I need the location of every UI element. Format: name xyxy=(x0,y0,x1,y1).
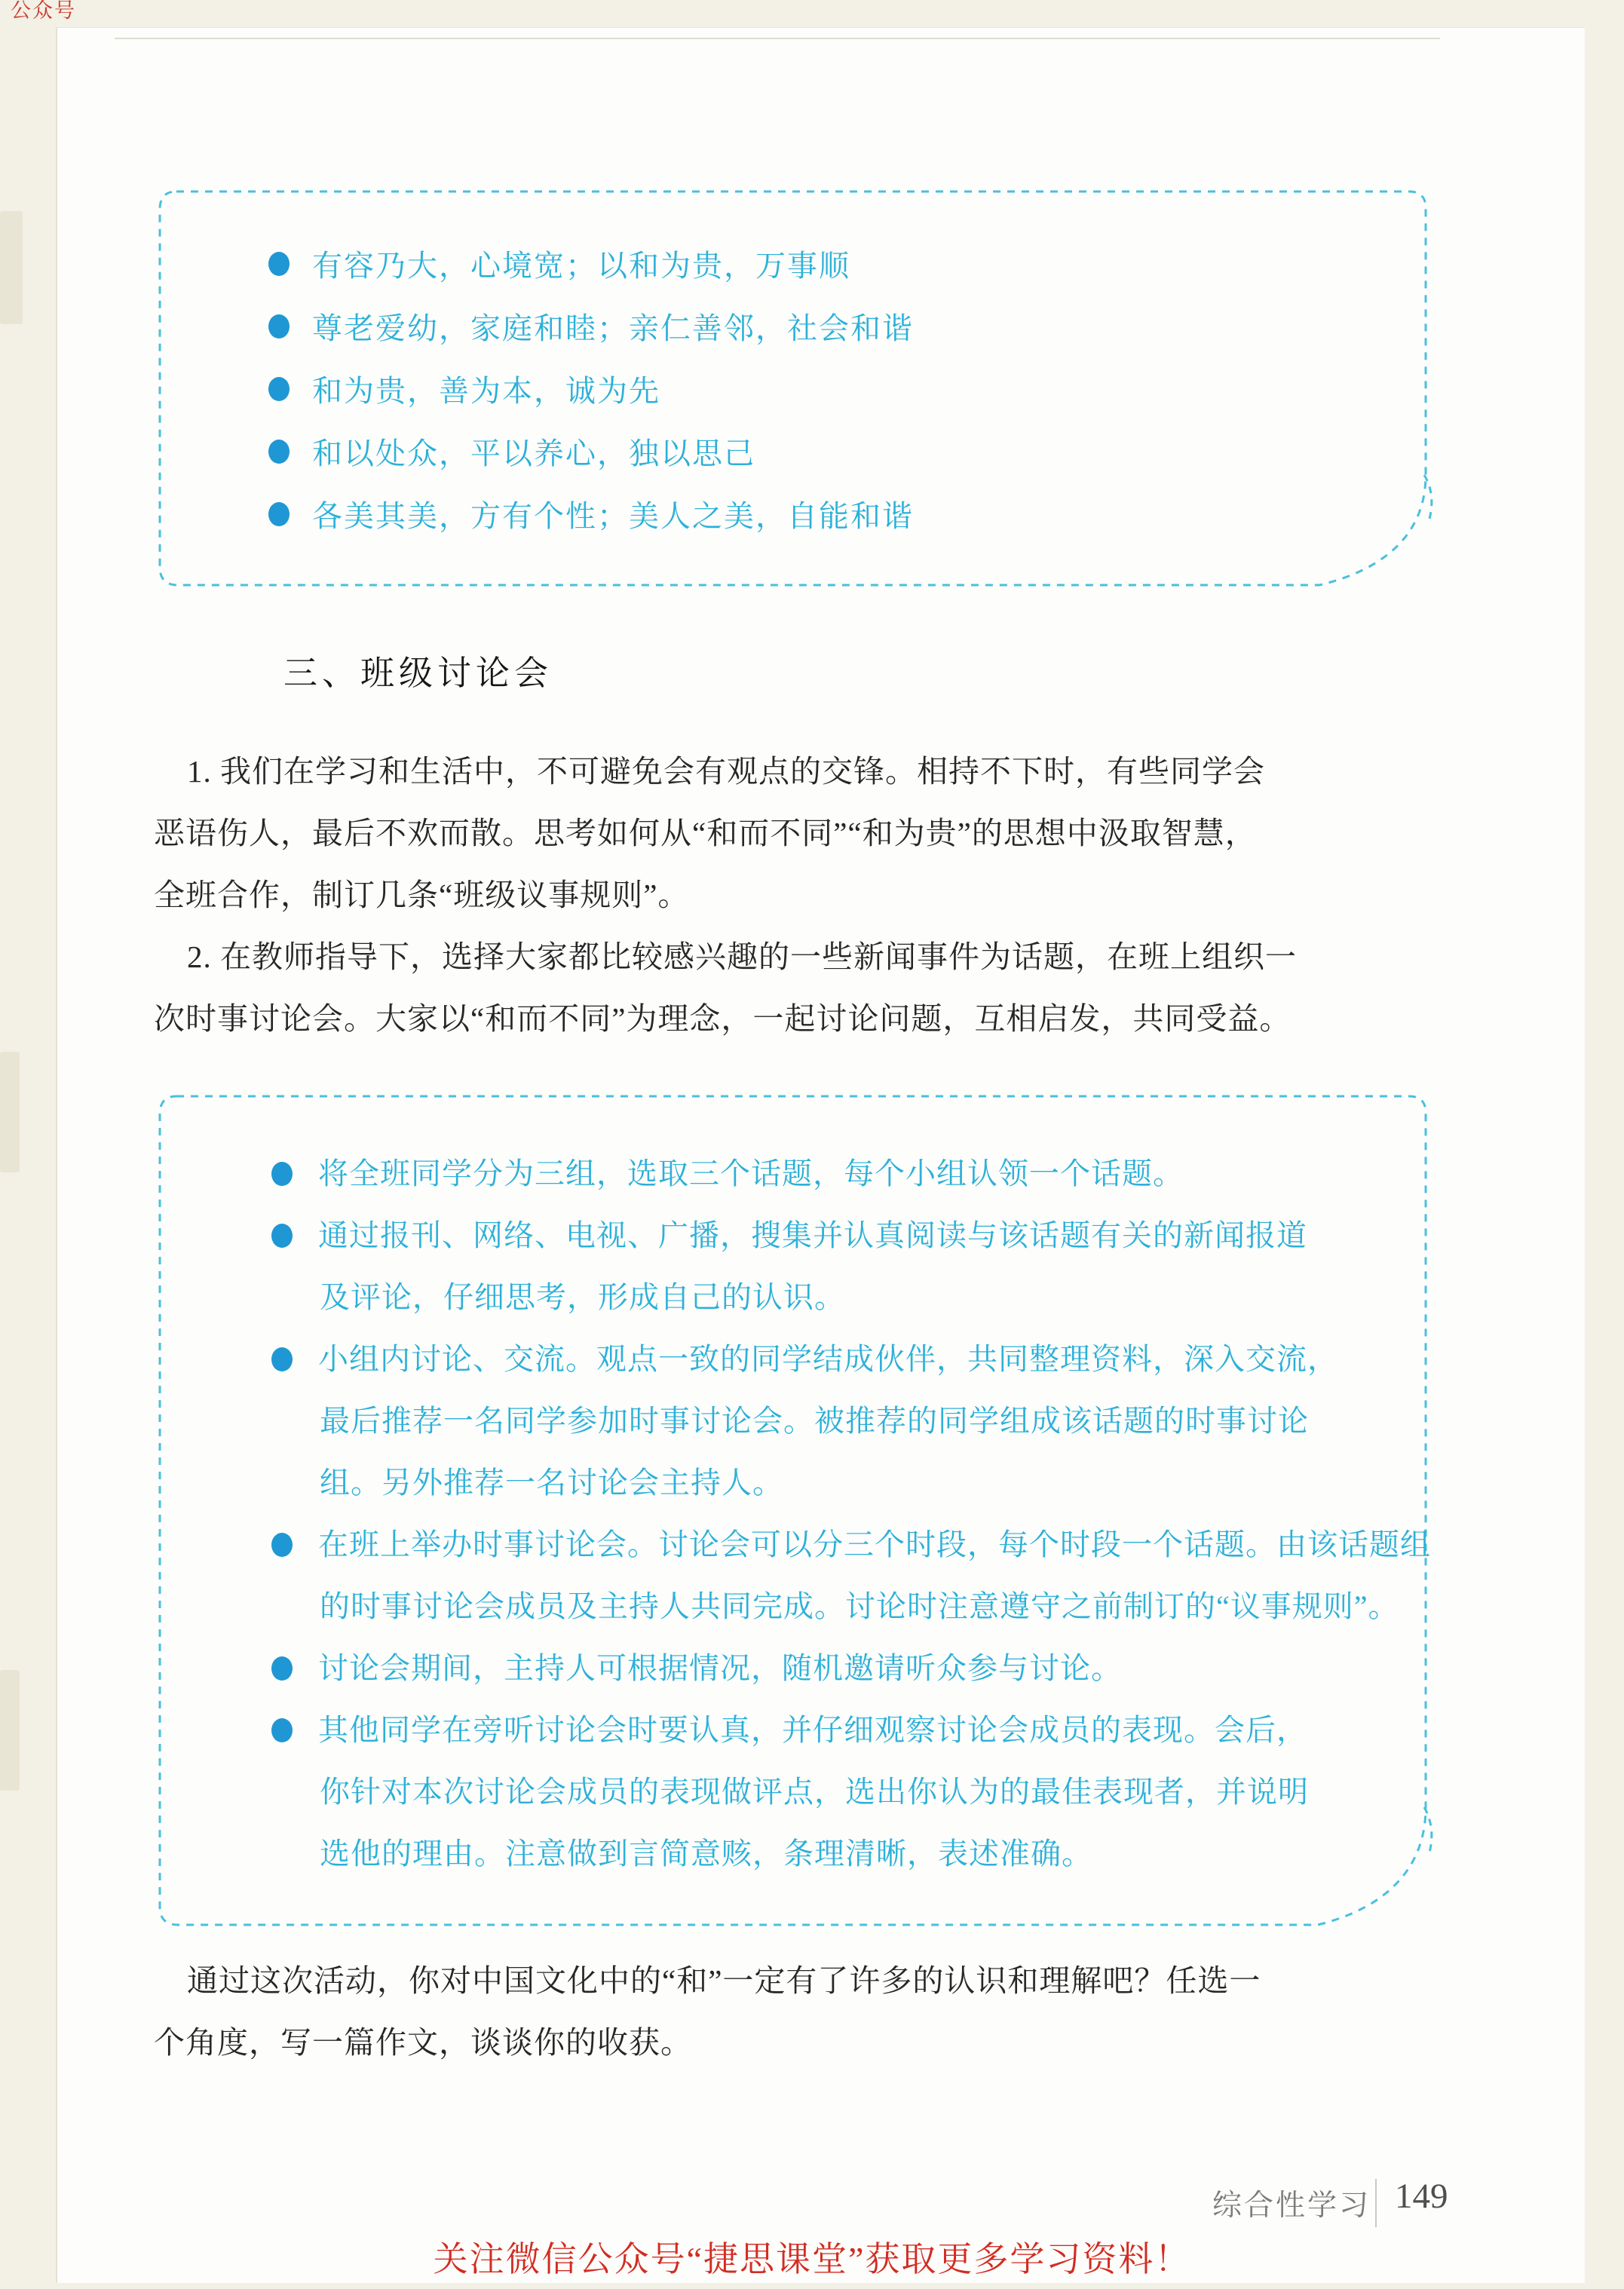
activity-line: 将全班同学分为三组，选取三个话题，每个小组认领一个话题。 xyxy=(318,1157,1184,1190)
activity-line: 通过报刊、网络、电视、广播，搜集并认真阅读与该话题有关的新闻报道 xyxy=(318,1218,1307,1252)
list-item xyxy=(271,1143,1365,1205)
page-number: 149 xyxy=(1395,2177,1448,2216)
bullet-icon xyxy=(271,1224,293,1248)
list-item xyxy=(268,357,914,420)
wechat-watermark: 关注微信公众号“捷思课堂”获取更多学习资料！ xyxy=(433,2240,1191,2278)
quote-text: 有容乃大，心境宽；以和为贵，万事顺 xyxy=(312,249,850,283)
bullet-icon xyxy=(268,440,290,464)
list-item xyxy=(271,1514,1431,1638)
paragraph-line: 2. 在教师指导下，选择大家都比较感兴趣的一些新闻事件为话题，在班上组织一 xyxy=(187,939,1297,974)
activity-line: 小组内讨论、交流。观点一致的同学结成伙伴，共同整理资料，深入交流， xyxy=(318,1342,1338,1376)
list-item xyxy=(268,232,914,295)
activity-line: 在班上举办时事讨论会。讨论会可以分三个时段，每个时段一个话题。由该话题组 xyxy=(318,1528,1431,1561)
list-item xyxy=(271,1638,1365,1699)
bullet-icon xyxy=(271,1533,293,1557)
footer-divider xyxy=(1375,2179,1377,2227)
section-heading: 三、班级讨论会 xyxy=(283,654,553,692)
quote-text: 和为贵，善为本，诚为先 xyxy=(312,374,660,408)
closing-paragraph xyxy=(154,1950,1481,2073)
quote-text: 和以处众，平以养心，独以思己 xyxy=(312,437,755,470)
activity-line: 你针对本次讨论会成员的表现做评点，选出你认为的最佳表现者，并说明 xyxy=(320,1775,1309,1809)
paragraph-line: 个角度，写一篇作文，谈谈你的收获。 xyxy=(154,2025,692,2060)
bullet-icon xyxy=(271,1162,293,1186)
list-item xyxy=(268,420,914,483)
list-item xyxy=(268,483,914,545)
activity-list xyxy=(271,1143,1431,1885)
scan-line-top xyxy=(115,38,1440,39)
bullet-icon xyxy=(268,252,290,276)
quote-box xyxy=(158,190,1427,588)
bullet-icon xyxy=(268,314,290,339)
paragraph-line: 恶语伤人，最后不欢而散。思考如何从“和而不同”“和为贵”的思想中汲取智慧， xyxy=(154,816,1257,850)
paragraph-line: 1. 我们在学习和生活中，不可避免会有观点的交锋。相持不下时，有些同学会 xyxy=(187,754,1265,789)
quote-text: 各美其美，方有个性；美人之美，自能和谐 xyxy=(312,499,914,533)
list-item xyxy=(271,1328,1365,1514)
paragraph-line: 次时事讨论会。大家以“和而不同”为理念，一起讨论问题，互相启发，共同受益。 xyxy=(154,1001,1292,1036)
paragraph-line: 通过这次活动，你对中国文化中的“和”一定有了许多的认识和理解吧？任选一 xyxy=(187,1963,1261,1998)
page-corner-fragment: 公众号 xyxy=(11,0,76,22)
activity-line: 选他的理由。注意做到言简意赅，条理清晰，表述准确。 xyxy=(320,1837,1092,1871)
activity-line: 及评论，仔细思考，形成自己的认识。 xyxy=(320,1280,845,1314)
paragraph-1 xyxy=(154,740,1481,926)
activity-line: 的时事讨论会成员及主持人共同完成。讨论时注意遵守之前制订的“议事规则”。 xyxy=(320,1589,1399,1623)
quote-list xyxy=(268,232,914,545)
list-item xyxy=(271,1699,1365,1885)
bullet-icon xyxy=(271,1347,293,1371)
paragraph-2 xyxy=(154,926,1481,1050)
quote-text: 尊老爱幼，家庭和睦；亲仁善邻，社会和谐 xyxy=(312,311,914,345)
list-item xyxy=(268,295,914,357)
footer-section-label: 综合性学习 xyxy=(1212,2189,1371,2222)
list-item xyxy=(271,1205,1365,1328)
paragraph-line: 全班合作，制订几条“班级议事规则”。 xyxy=(154,878,690,912)
page-edge-mark xyxy=(0,211,23,324)
page-edge-mark xyxy=(0,1670,20,1791)
activity-line: 组。另外推荐一名讨论会主持人。 xyxy=(320,1466,783,1500)
activity-line: 其他同学在旁听讨论会时要认真，并仔细观察讨论会成员的表现。会后， xyxy=(318,1713,1307,1747)
bullet-icon xyxy=(268,377,290,401)
activity-line: 最后推荐一名同学参加时事讨论会。被推荐的同学组成该话题的时事讨论 xyxy=(320,1404,1309,1438)
page-edge-mark xyxy=(0,1052,20,1172)
activity-line: 讨论会期间，主持人可根据情况，随机邀请听众参与讨论。 xyxy=(318,1651,1122,1685)
activity-box xyxy=(158,1095,1431,1928)
bullet-icon xyxy=(268,502,290,526)
bullet-icon xyxy=(271,1718,293,1742)
bullet-icon xyxy=(271,1656,293,1681)
